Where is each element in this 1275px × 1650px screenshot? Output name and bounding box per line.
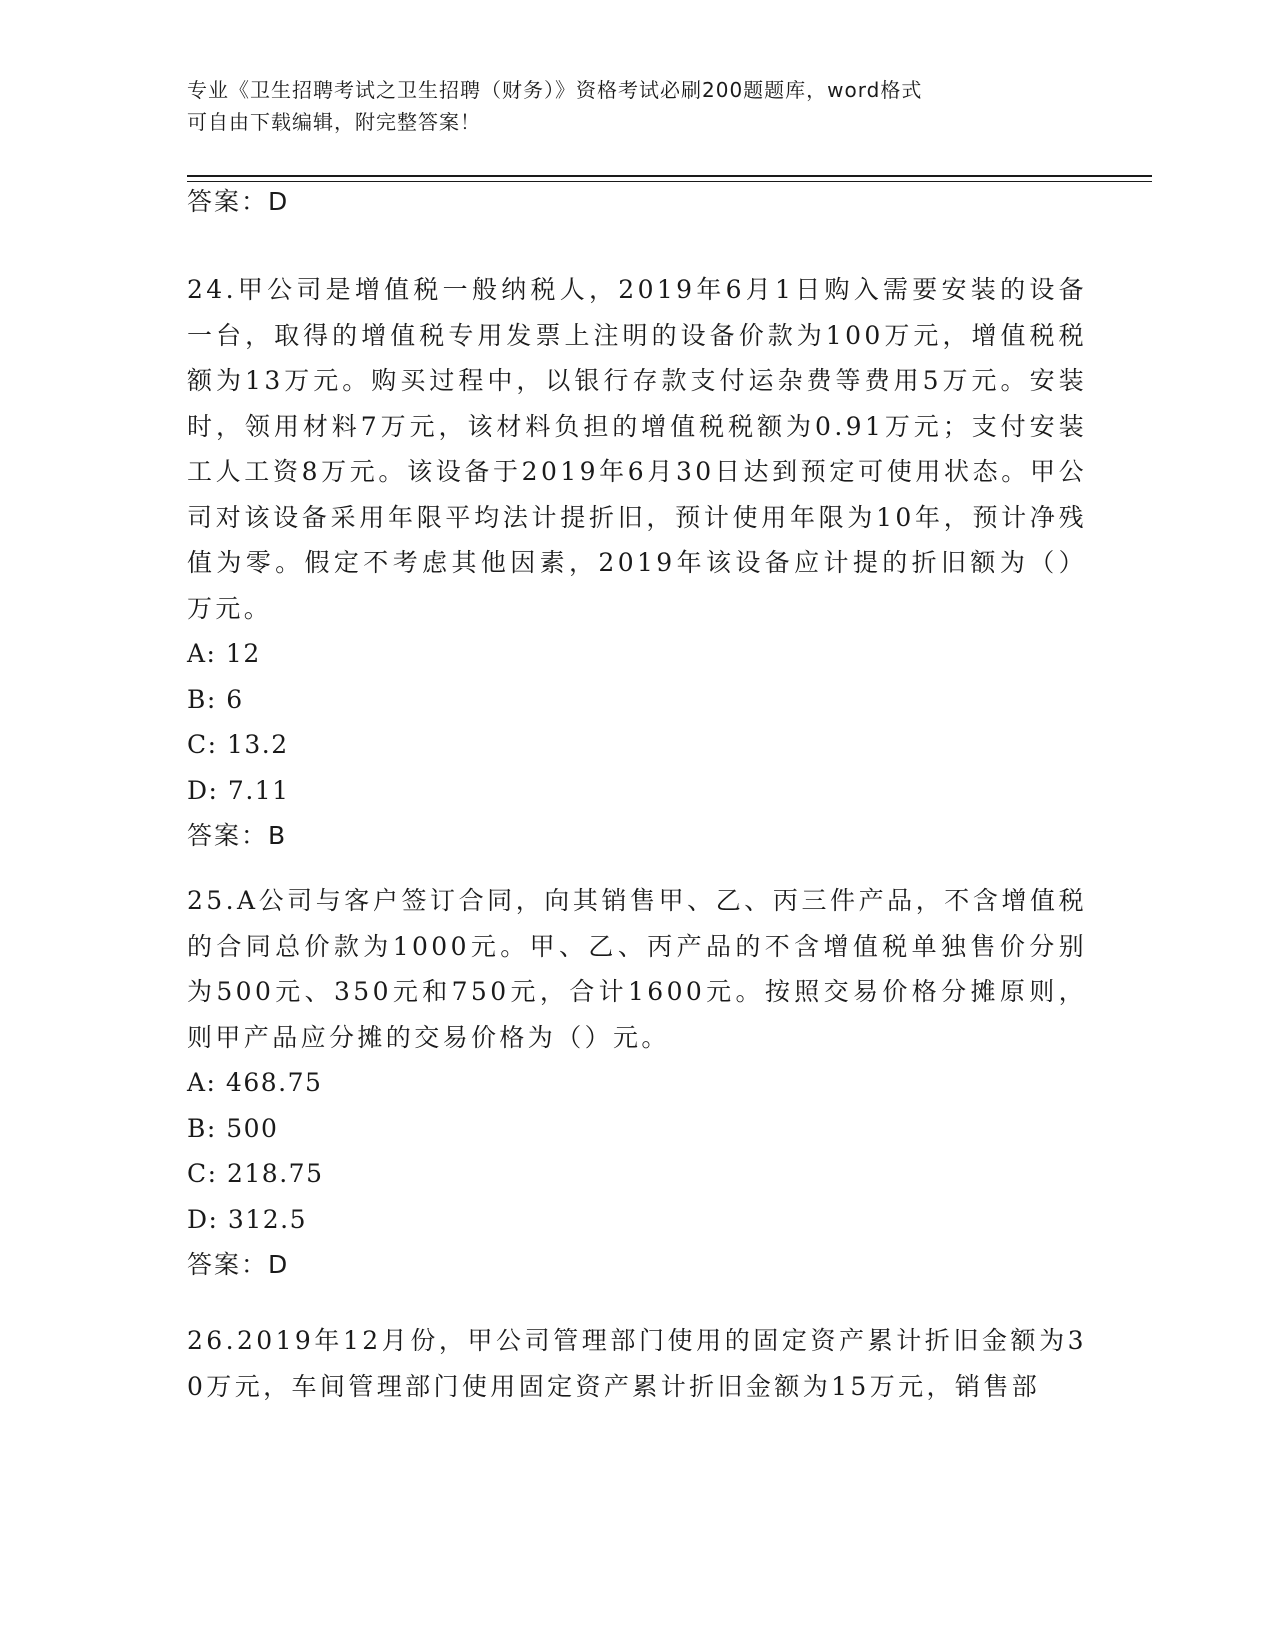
question-25: [187, 878, 1087, 1288]
question-24-option-a: A: 12: [187, 639, 261, 668]
question-24-option-c: C: 13.2: [187, 730, 289, 759]
document-header: [187, 74, 1067, 138]
question-25-option-a: A: 468.75: [187, 1068, 323, 1097]
question-25-answer: 答案：D: [187, 1250, 290, 1279]
question-24-option-d: D: 7.11: [187, 775, 290, 805]
header-title-line-2: 可自由下载编辑，附完整答案！: [187, 110, 481, 134]
previous-question-answer: 答案：D: [187, 187, 290, 216]
question-26-text: 26.2019年12月份，甲公司管理部门使用的固定资产累计折旧金额为30万元，车间管理部门使用固定资产累计折旧金额为15万元，销售部: [187, 1326, 1087, 1401]
question-25-option-c: C: 218.75: [187, 1159, 324, 1188]
question-26: [187, 1318, 1087, 1409]
question-24: [187, 267, 1087, 859]
question-25-text: 25.A公司与客户签订合同，向其销售甲、乙、丙三件产品，不含增值税的合同总价款为1000元。甲、乙、丙产品的不含增值税单独售价分别为500元、350元和750元，合计1600元。按照交易价格分摊原则，则甲产品应分摊的交易价格为（）元。: [187, 886, 1087, 1052]
question-24-text: 24.甲公司是增值税一般纳税人，2019年6月1日购入需要安装的设备一台，取得的增值税专用发票上注明的设备价款为100万元，增值税税额为13万元。购买过程中，以银行存款支付运杂费等费用5万元。安装时，领用材料7万元，该材料负担的增值税税额为0.91万元；支付安装工人工资8万元。该设备于2019年6月30日达到预定可使用状态。甲公司对该设备采用年限平均法计提折旧，预计使用年限为10年，预计净残值为零。假定不考虑其他因素，2019年该设备应计提的折旧额为（）万元。: [187, 275, 1087, 623]
header-title-line-1: 专业《卫生招聘考试之卫生招聘（财务）》资格考试必刷200题题库，word格式: [187, 78, 923, 102]
header-divider-thick: [187, 175, 1152, 177]
question-24-option-b: B: 6: [187, 684, 244, 714]
question-25-option-d: D: 312.5: [187, 1204, 307, 1234]
question-25-option-b: B: 500: [187, 1113, 279, 1143]
question-24-answer: 答案：B: [187, 821, 288, 850]
